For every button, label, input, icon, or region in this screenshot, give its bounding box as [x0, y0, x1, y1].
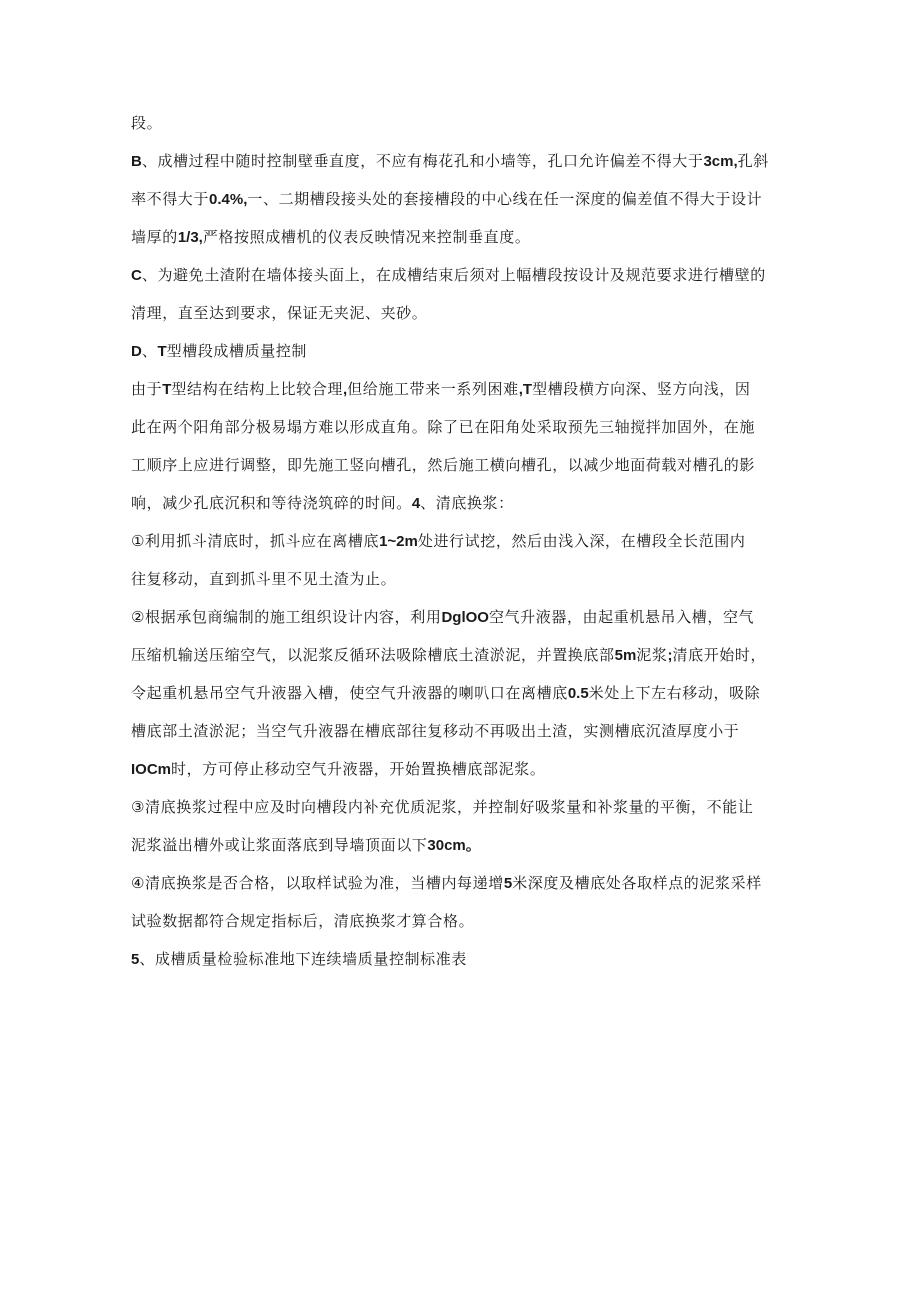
text-run: 泥浆	[636, 646, 668, 664]
text-run: 此在两个阳角部分极易塌方难以形成直角。除了已在阳角处采取预先三轴搅拌加固外，在施	[131, 418, 756, 436]
text-run: 型结构在结构上比较合理	[171, 380, 343, 398]
text-run: 由于	[131, 380, 163, 398]
text-line	[131, 303, 427, 323]
text-run: 令起重机悬吊空气升液器入槽，使空气升液器的喇叭口在离槽底	[131, 684, 568, 702]
text-run: 清理，直至达到要求，保证无夹泥、夹砂。	[131, 304, 428, 322]
text-line	[131, 341, 307, 362]
bold-text-run: 0.4%,	[209, 191, 248, 208]
bold-text-run: B	[131, 153, 142, 170]
bold-text-run: 3cm,	[703, 153, 738, 170]
text-run: 型槽段横方向深、竖方向浅，因	[532, 380, 751, 398]
text-run: 墙厚的	[131, 228, 178, 246]
text-run: 、成槽质量检验标准地下连续墙质量控制标准表	[139, 950, 467, 968]
text-run: 米处上下左右移动，吸除	[588, 684, 761, 702]
text-run: 槽底部土渣淤泥；当空气升液器在槽底部往复移动不再吸出土渣，实测槽底沉渣厚度小于	[131, 722, 740, 740]
text-run: 空气升液器，由起重机悬吊入槽，空气	[488, 608, 755, 626]
text-line	[131, 759, 545, 780]
text-run: 泥浆溢出槽外或让浆面落底到导墙顶面以下	[131, 836, 428, 854]
text-run: 、	[141, 342, 158, 360]
text-run: ①利用抓斗清底时，抓斗应在离槽底	[131, 532, 380, 550]
bold-text-run: 5	[503, 875, 513, 892]
bold-text-run: ,	[342, 381, 348, 398]
text-line	[131, 607, 754, 628]
text-line	[131, 721, 739, 741]
bold-text-run: DglOO	[441, 609, 489, 626]
text-run: 、成槽过程中随时控制壁垂直度，不应有梅花孔和小墙等，孔口允许偏差不得大于	[141, 152, 704, 170]
text-run: 型槽段成槽质量控制	[166, 342, 308, 360]
text-line	[131, 189, 762, 210]
bold-text-run: ,T	[518, 381, 533, 398]
text-run: 米深度及槽底处各取样点的泥浆采样	[512, 874, 762, 892]
text-run: 响，减少孔底沉积和等待浇筑碎的时间。	[131, 494, 412, 512]
text-run: 清底开始时，	[672, 646, 767, 664]
text-run: ②根据承包商编制的施工组织设计内容，利用	[131, 608, 442, 626]
text-run: 段。	[131, 114, 163, 132]
bold-text-run: 30cm。	[427, 837, 481, 854]
bold-text-run: T	[157, 343, 167, 360]
text-line	[131, 151, 769, 172]
text-run: 严格按照成槽机的仪表反映情况来控制垂直度。	[202, 228, 531, 246]
bold-text-run: 1/3,	[177, 229, 203, 246]
text-run: 一、二期槽段接头处的套接槽段的中心线在任一深度的偏差值不得大于设计	[247, 190, 763, 208]
text-run: ③清底换浆过程中应及时向槽段内补充优质泥浆，并控制好吸浆量和补浆量的平衡，不能让	[131, 798, 754, 816]
bold-text-run: 1~2m	[379, 533, 418, 550]
text-line	[131, 113, 162, 133]
text-run: 时，方可停止移动空气升液器，开始置换槽底部泥浆。	[171, 760, 546, 778]
bold-text-run: ;	[667, 647, 673, 664]
text-line	[131, 949, 467, 970]
text-line	[131, 417, 755, 437]
text-line	[131, 455, 755, 475]
bold-text-run: 5	[131, 951, 140, 968]
text-line	[131, 379, 751, 400]
bold-text-run: 5m	[614, 647, 637, 664]
text-run: 工顺序上应进行调整，即先施工竖向槽孔，然后施工横向槽孔，以减少地面荷载对槽孔的影	[131, 456, 756, 474]
text-run: 率不得大于	[131, 190, 210, 208]
text-run: ④清底换浆是否合格，以取样试验为准，当槽内每递增	[131, 874, 504, 892]
text-line	[131, 911, 474, 931]
text-line	[131, 531, 745, 552]
text-line	[131, 227, 530, 248]
text-line	[131, 645, 766, 666]
text-run: 孔斜	[737, 152, 769, 170]
text-line	[131, 265, 766, 286]
text-line	[131, 683, 760, 704]
text-line	[131, 569, 396, 589]
text-run: 压缩机输送压缩空气，以泥浆反循环法吸除槽底土渣淤泥，并置换底部	[131, 646, 615, 664]
text-line	[131, 835, 481, 856]
text-run: 往复移动，直到抓斗里不见土渣为止。	[131, 570, 397, 588]
text-run: 试验数据都符合规定指标后，清底换浆才算合格。	[131, 912, 475, 930]
text-run: 处进行试挖，然后由浅入深，在槽段全长范围内	[417, 532, 746, 550]
text-line	[131, 797, 753, 817]
bold-text-run: C	[131, 267, 142, 284]
text-run: 、为避免土渣附在墙体接头面上，在成槽结束后须对上幅槽段按设计及规范要求进行槽壁的	[141, 266, 766, 284]
bold-text-run: 4	[411, 495, 421, 512]
text-run: 但给施工带来一系列困难	[347, 380, 519, 398]
bold-text-run: D	[131, 343, 142, 360]
text-run: 、清底换浆：	[420, 494, 514, 512]
bold-text-run: T	[162, 381, 172, 398]
bold-text-run: 0.5	[567, 685, 589, 702]
text-line	[131, 493, 514, 514]
text-line	[131, 873, 762, 894]
bold-text-run: IOCm	[131, 761, 172, 778]
